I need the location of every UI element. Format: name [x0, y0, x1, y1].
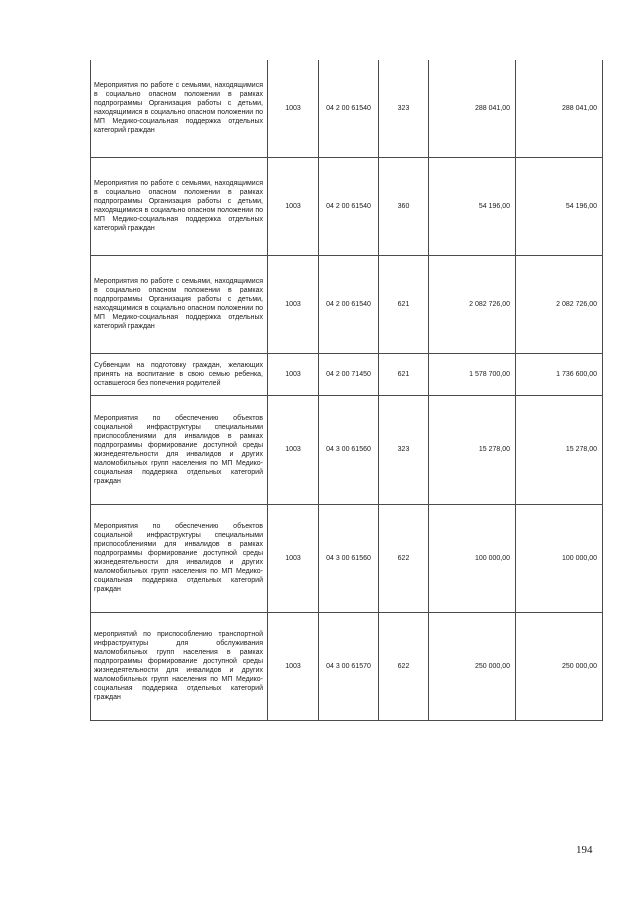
expense-type-code: 621	[379, 353, 429, 395]
row-description: мероприятий по приспособлению транспортной инфраструктуры для обслуживания маломобильных групп населения в рамках подпрограммы формирование доступной среды жизнедеятельности для инвалидов и других маломобильных групп населения по МП Медико-социальная поддержка отдельных категорий граждан	[91, 612, 268, 720]
table-row	[91, 255, 603, 353]
amount-year-2: 288 041,00	[516, 60, 603, 157]
target-article-code: 04 3 00 61560	[319, 504, 379, 612]
budget-table	[90, 60, 603, 721]
expense-type-code: 621	[379, 255, 429, 353]
row-description: Мероприятия по обеспечению объектов социальной инфраструктуры специальными приспособлениями для инвалидов в рамках подпрограммы формирование доступной среды жизнедеятельности для инвалидов и других маломобильных групп населения по МП Медико-социальная поддержка отдельных категорий граждан	[91, 395, 268, 504]
target-article-code: 04 2 00 61540	[319, 255, 379, 353]
amount-year-2: 1 736 600,00	[516, 353, 603, 395]
table-row	[91, 612, 603, 720]
amount-year-1: 15 278,00	[429, 395, 516, 504]
table-row	[91, 395, 603, 504]
amount-year-2: 54 196,00	[516, 157, 603, 255]
row-description: Мероприятия по обеспечению объектов социальной инфраструктуры специальными приспособлениями для инвалидов в рамках подпрограммы формирование доступной среды жизнедеятельности для инвалидов и других маломобильных групп населения по МП Медико-социальная поддержка отдельных категорий граждан	[91, 504, 268, 612]
expense-type-code: 323	[379, 395, 429, 504]
section-code: 1003	[268, 504, 319, 612]
amount-year-1: 1 578 700,00	[429, 353, 516, 395]
amount-year-2: 250 000,00	[516, 612, 603, 720]
row-description: Субвенции на подготовку граждан, желающих принять на воспитание в свою семью ребенка, оставшегося без попечения родителей	[91, 353, 268, 395]
amount-year-2: 15 278,00	[516, 395, 603, 504]
table-row	[91, 504, 603, 612]
page-number: 194	[576, 844, 593, 856]
amount-year-2: 2 082 726,00	[516, 255, 603, 353]
expense-type-code: 622	[379, 504, 429, 612]
section-code: 1003	[268, 395, 319, 504]
section-code: 1003	[268, 255, 319, 353]
row-description: Мероприятия по работе с семьями, находящимися в социально опасном положении в рамках подпрограммы Организация работы с детьми, находящимися в социально опасном положении по МП Медико-социальная поддержка отдельных категорий граждан	[91, 157, 268, 255]
amount-year-1: 288 041,00	[429, 60, 516, 157]
amount-year-2: 100 000,00	[516, 504, 603, 612]
target-article-code: 04 3 00 61570	[319, 612, 379, 720]
amount-year-1: 54 196,00	[429, 157, 516, 255]
amount-year-1: 250 000,00	[429, 612, 516, 720]
section-code: 1003	[268, 353, 319, 395]
target-article-code: 04 2 00 61540	[319, 157, 379, 255]
section-code: 1003	[268, 612, 319, 720]
table-row	[91, 353, 603, 395]
table-row	[91, 60, 603, 157]
expense-type-code: 622	[379, 612, 429, 720]
expense-type-code: 323	[379, 60, 429, 157]
amount-year-1: 2 082 726,00	[429, 255, 516, 353]
table-row	[91, 157, 603, 255]
target-article-code: 04 2 00 61540	[319, 60, 379, 157]
row-description: Мероприятия по работе с семьями, находящимися в социально опасном положении в рамках подпрограммы Организация работы с детьми, находящимися в социально опасном положении по МП Медико-социальная поддержка отдельных категорий граждан	[91, 255, 268, 353]
section-code: 1003	[268, 60, 319, 157]
target-article-code: 04 2 00 71450	[319, 353, 379, 395]
expense-type-code: 360	[379, 157, 429, 255]
section-code: 1003	[268, 157, 319, 255]
row-description: Мероприятия по работе с семьями, находящимися в социально опасном положении в рамках подпрограммы Организация работы с детьми, находящимися в социально опасном положении по МП Медико-социальная поддержка отдельных категорий граждан	[91, 60, 268, 157]
amount-year-1: 100 000,00	[429, 504, 516, 612]
target-article-code: 04 3 00 61560	[319, 395, 379, 504]
